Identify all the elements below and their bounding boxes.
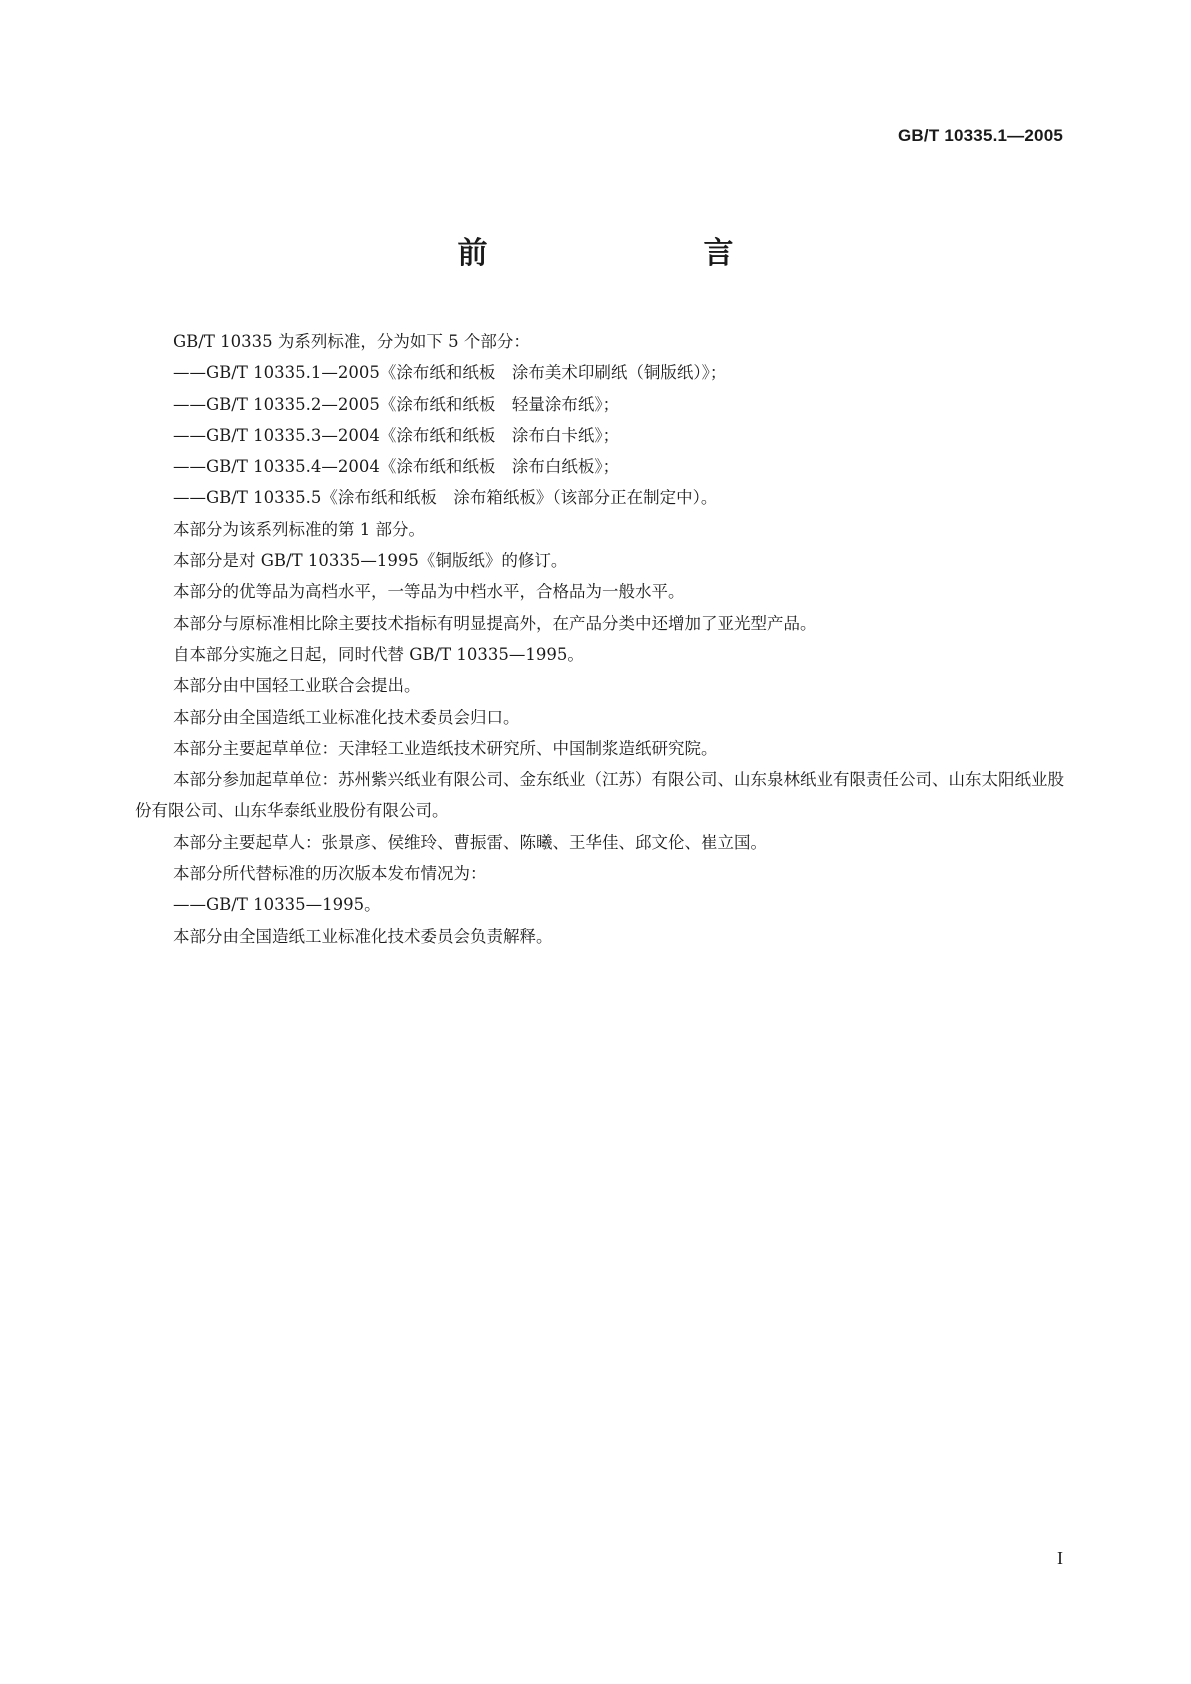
paragraph-interpretation: 本部分由全国造纸工业标准化技术委员会负责解释。 bbox=[173, 926, 553, 946]
paragraph-participating-units: 本部分参加起草单位：苏州紫兴纸业有限公司、金东纸业（江苏）有限公司、山东泉林纸业有限责任公司、山东太阳纸业股份有限公司、山东华泰纸业股份有限公司。 bbox=[135, 770, 1064, 821]
list-item-part-5: ——GB/T 10335.5《涂布纸和纸板 涂布箱纸板》（该部分正在制定中）。 bbox=[173, 488, 718, 508]
paragraph-series-intro: GB/T 10335 为系列标准，分为如下 5 个部分： bbox=[173, 332, 530, 351]
paragraph-changes: 本部分与原标准相比除主要技术指标有明显提高外，在产品分类中还增加了亚光型产品。 bbox=[173, 613, 817, 633]
foreword-body bbox=[135, 326, 1066, 952]
paragraph-centralized-by: 本部分由全国造纸工业标准化技术委员会归口。 bbox=[173, 707, 520, 727]
page-title: 前 言 bbox=[457, 236, 786, 271]
paragraph-grade-levels: 本部分的优等品为高档水平，一等品为中档水平，合格品为一般水平。 bbox=[173, 582, 685, 602]
list-item-part-4: ——GB/T 10335.4—2004《涂布纸和纸板 涂布白纸板》； bbox=[173, 457, 620, 477]
list-item-part-2: ——GB/T 10335.2—2005《涂布纸和纸板 轻量涂布纸》； bbox=[173, 394, 620, 414]
list-item-part-1: ——GB/T 10335.1—2005《涂布纸和纸板 涂布美术印刷纸（铜版纸）》； bbox=[173, 363, 727, 383]
paragraph-revision: 本部分是对 GB/T 10335—1995《铜版纸》的修订。 bbox=[173, 551, 568, 571]
paragraph-replaces: 自本部分实施之日起，同时代替 GB/T 10335—1995。 bbox=[173, 644, 584, 664]
list-item-history-1995: ——GB/T 10335—1995。 bbox=[173, 895, 381, 915]
list-item-part-3: ——GB/T 10335.3—2004《涂布纸和纸板 涂布白卡纸》； bbox=[173, 425, 620, 445]
paragraph-part-number: 本部分为该系列标准的第 1 部分。 bbox=[173, 519, 425, 539]
paragraph-main-drafters: 本部分主要起草人：张景彦、侯维玲、曹振雷、陈曦、王华佳、邱文伦、崔立国。 bbox=[173, 832, 767, 852]
standard-code: GB/T 10335.1—2005 bbox=[898, 126, 1063, 145]
page-number: I bbox=[1057, 1548, 1063, 1568]
paragraph-proposed-by: 本部分由中国轻工业联合会提出。 bbox=[173, 676, 421, 696]
paragraph-history-intro: 本部分所代替标准的历次版本发布情况为： bbox=[173, 864, 487, 884]
paragraph-main-drafting-units: 本部分主要起草单位：天津轻工业造纸技术研究所、中国制浆造纸研究院。 bbox=[173, 738, 718, 758]
